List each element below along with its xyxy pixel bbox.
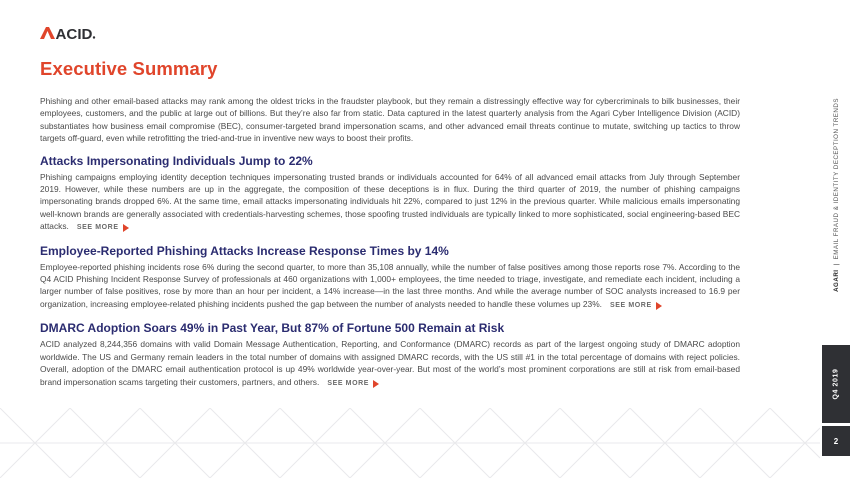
- see-more-label: SEE MORE: [609, 301, 652, 309]
- triangle-right-icon: [123, 224, 129, 232]
- section-heading-impersonation: Attacks Impersonating Individuals Jump to 22%: [40, 153, 313, 168]
- see-more-label: SEE MORE: [76, 224, 119, 232]
- acid-logo: [40, 26, 96, 40]
- section-body-impersonation: [40, 171, 740, 235]
- page-number: 2: [833, 436, 839, 446]
- main-content: [40, 95, 740, 390]
- sidebar-brand: AGARI: [833, 269, 840, 292]
- see-more-label: SEE MORE: [327, 379, 370, 387]
- quarter-badge: [822, 345, 850, 423]
- section-body-employee-reported: [40, 261, 740, 313]
- quarter-label: Q4 2019: [832, 368, 840, 400]
- page-number-badge: [822, 426, 850, 456]
- see-more-link[interactable]: [77, 222, 129, 234]
- background-pattern: [0, 408, 820, 478]
- section-heading-employee-reported: Employee-Reported Phishing Attacks Increase Response Times by 14%: [40, 243, 449, 258]
- see-more-link[interactable]: [610, 300, 662, 312]
- section-text: Employee-reported phishing incidents rose 6% during the second quarter, to more than 35,108 annually, while the number of false positives among those reports rose 7%. According to the Q4 ACID Phishing Incident Response Survey of professionals at 460 organizations with 1,000+ employees, the time needed to triage, investigate, and remediate each incident, including a larger number of false positives, rose by more than an hour per incident, a 14% increase—in the last three months. And while the average number of SOC analysts increased to 16.9 per organization, increasing employee-related phishing incidents pushed the gap between the number of analysts needed to handle these volumes up 23%.: [40, 261, 740, 309]
- triangle-right-icon: [373, 380, 379, 388]
- intro-paragraph: Phishing and other email-based attacks may rank among the oldest tricks in the fraudster playbook, but they remain a distressingly effective way for cybercriminals to bilk businesses, their employees, customers, and the public at large out of billions. But they’re also far from static. Data captured in the latest quarterly analysis from the Agari Cyber Intelligence Division (ACID) substantiates how business email compromise (BEC), consumer-targeted brand impersonation scams, and other advanced email threats continue to mutate, switching up tactics to throw targets off-guard, even while retrofitting the tried-and-true in inventive new ways to boost their profits.: [40, 96, 740, 144]
- logo-text: ACID: [55, 27, 93, 40]
- sidebar-doc-title: [833, 98, 840, 338]
- triangle-right-icon: [656, 302, 662, 310]
- sidebar-title-text: EMAIL FRAUD & IDENTITY DECEPTION TRENDS: [833, 98, 840, 260]
- section-body-dmarc: [40, 338, 740, 390]
- section-text: Phishing campaigns employing identity deception techniques impersonating trusted brands or individuals accounted for 64% of all advanced email attacks from July through September 2019. However, while these numbers are up in the aggregate, the composition of these deceptions is in flux. During the third quarter of 2019, the number of phishing campaigns impersonating brands dropped 6%. At the same time, email attacks impersonating individuals hit 22%, compared to just 12% in the previous quarter. While malicious emails impersonating well-known brands are generally associated with credentials-harvesting schemes, those spoofing trusted individuals are typically linked to more sophisticated, social engineering-based BEC attacks.: [40, 171, 740, 232]
- see-more-link[interactable]: [327, 378, 379, 390]
- page-title: Executive Summary: [40, 58, 218, 79]
- section-text: ACID analyzed 8,244,356 domains with valid Domain Message Authentication, Reporting, and Conformance (DMARC) records as part of the largest ongoing study of DMARC adoption worldwide. The US and Germany remain leaders in the total number of domains with assigned DMARC records, with the US still #1 in the total percentage of domains with reject policies. Overall, adoption of the DMARC email authentication protocol is up 49% worldwide year-over-year. But most of the world’s most prominent corporations are still at risk from email-based brand impersonation scams targeting their customers, partners, and others.: [40, 339, 740, 387]
- section-heading-dmarc: DMARC Adoption Soars 49% in Past Year, But 87% of Fortune 500 Remain at Risk: [40, 321, 505, 336]
- sidebar-separator: |: [833, 263, 840, 266]
